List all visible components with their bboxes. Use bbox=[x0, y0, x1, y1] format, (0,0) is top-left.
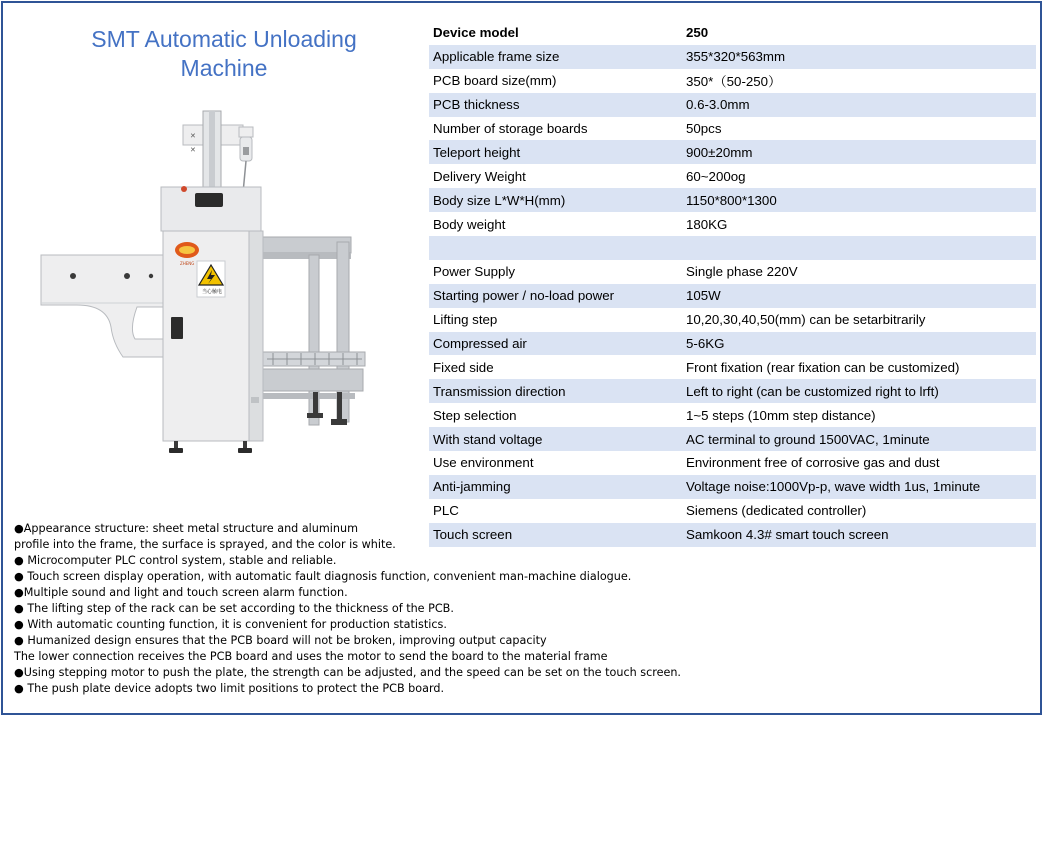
feature-line: ● With automatic counting function, it is convenient for production statistics. bbox=[14, 618, 447, 631]
document-frame bbox=[1, 1, 1042, 715]
spec-label: Number of storage boards bbox=[433, 121, 588, 136]
spec-value: 350*（50-250） bbox=[686, 74, 782, 90]
spec-label: Power Supply bbox=[433, 264, 516, 280]
spec-value: 50pcs bbox=[686, 121, 722, 136]
feature-line: ●Multiple sound and light and touch screen alarm function. bbox=[14, 586, 348, 599]
feature-line: ● The lifting step of the rack can be set according to the thickness of the PCB. bbox=[14, 602, 454, 615]
spec-row bbox=[429, 117, 1036, 141]
spec-label: Body weight bbox=[433, 216, 506, 232]
spec-row bbox=[429, 332, 1036, 356]
spec-value: Samkoon 4.3# smart touch screen bbox=[682, 523, 1036, 547]
spec-label: Lifting step bbox=[433, 312, 498, 328]
top-column bbox=[183, 111, 253, 197]
spec-value: AC terminal to ground 1500VAC, 1minute bbox=[682, 427, 1036, 451]
spec-label: Delivery Weight bbox=[433, 168, 526, 184]
spec-label: Step selection bbox=[433, 407, 517, 423]
title-line-1: SMT Automatic Unloading bbox=[91, 26, 357, 52]
spec-label: With stand voltage bbox=[429, 427, 682, 451]
logo-text: ZHENG bbox=[180, 261, 195, 266]
spec-label: Device model bbox=[433, 25, 519, 41]
spec-row bbox=[429, 475, 1036, 499]
spec-row bbox=[429, 284, 1036, 308]
spec-value: 355*320*563mm bbox=[682, 45, 1036, 69]
spec-value: 10,20,30,40,50(mm) can be setarbitrarily bbox=[686, 312, 926, 328]
feature-line: profile into the frame, the surface is sprayed, and the color is white. bbox=[14, 538, 396, 551]
page-title bbox=[69, 25, 379, 83]
feature-line: The lower connection receives the PCB board and uses the motor to send the board to the material frame bbox=[14, 650, 608, 663]
spec-row bbox=[429, 260, 1036, 284]
feature-line: ● Touch screen display operation, with automatic fault diagnosis function, convenient man-machine dialogue. bbox=[14, 570, 632, 583]
spec-value: 900±20mm bbox=[682, 140, 1036, 164]
leveling-feet bbox=[169, 441, 252, 453]
spec-value: 60~200og bbox=[686, 168, 746, 184]
spec-value: Left to right (can be customized right to lrft) bbox=[682, 379, 1036, 403]
spec-label: PCB board size(mm) bbox=[433, 73, 557, 89]
electric-warning-sign bbox=[197, 261, 225, 297]
feature-line: ●Appearance structure: sheet metal structure and aluminum bbox=[14, 522, 358, 535]
spec-row bbox=[429, 427, 1036, 451]
spec-label: Starting power / no-load power bbox=[429, 284, 682, 308]
spec-label: PLC bbox=[433, 503, 459, 519]
spec-row bbox=[429, 379, 1036, 403]
machine-image bbox=[37, 107, 371, 457]
spec-value bbox=[682, 236, 1036, 260]
spec-table bbox=[429, 21, 1036, 547]
spec-value: 250 bbox=[686, 25, 709, 41]
spec-label bbox=[429, 236, 682, 260]
spec-label: Touch screen bbox=[429, 523, 682, 547]
spec-row bbox=[429, 236, 1036, 260]
spec-value: 180KG bbox=[686, 216, 728, 232]
spec-value: 0.6-3.0mm bbox=[682, 93, 1036, 117]
spec-row bbox=[429, 499, 1036, 523]
svg-text:✕: ✕ bbox=[190, 146, 196, 154]
spec-row bbox=[429, 45, 1036, 69]
conveyor-arm bbox=[41, 255, 163, 357]
spec-row bbox=[429, 69, 1036, 93]
spec-value: Siemens (dedicated controller) bbox=[686, 503, 867, 519]
spec-label: Applicable frame size bbox=[429, 45, 682, 69]
spec-value: 1~5 steps (10mm step distance) bbox=[686, 407, 876, 423]
spec-row bbox=[429, 140, 1036, 164]
spec-label: Compressed air bbox=[429, 332, 682, 356]
warning-label-text: 当心触电 bbox=[202, 289, 223, 295]
spec-value: Voltage noise:1000Vp-p, wave width 1us, 1minute bbox=[682, 475, 1036, 499]
title-line-2: Machine bbox=[180, 55, 268, 81]
spec-row bbox=[429, 451, 1036, 475]
spec-label: Body size L*W*H(mm) bbox=[429, 188, 682, 212]
spec-row bbox=[429, 188, 1036, 212]
spec-value: Single phase 220V bbox=[686, 264, 798, 280]
main-cabinet bbox=[161, 186, 263, 441]
aluminum-rack bbox=[255, 237, 365, 425]
spec-label: Fixed side bbox=[433, 359, 494, 375]
spec-row bbox=[429, 403, 1036, 427]
spec-value: 1150*800*1300 bbox=[682, 188, 1036, 212]
spec-value: Environment free of corrosive gas and dust bbox=[686, 455, 940, 471]
feature-list bbox=[14, 521, 714, 697]
spec-value: 5-6KG bbox=[682, 332, 1036, 356]
spec-row bbox=[429, 21, 1036, 45]
feature-line: ● The push plate device adopts two limit positions to protect the PCB board. bbox=[14, 682, 445, 695]
spec-label: Use environment bbox=[433, 455, 534, 471]
spec-label: PCB thickness bbox=[429, 93, 682, 117]
svg-text:✕: ✕ bbox=[190, 132, 196, 140]
spec-row bbox=[429, 93, 1036, 117]
spec-label: Transmission direction bbox=[429, 379, 682, 403]
spec-row bbox=[429, 164, 1036, 188]
spec-value: 105W bbox=[682, 284, 1036, 308]
spec-row bbox=[429, 355, 1036, 379]
spec-label: Teleport height bbox=[429, 140, 682, 164]
feature-line: ● Microcomputer PLC control system, stable and reliable. bbox=[14, 554, 337, 567]
spec-row bbox=[429, 308, 1036, 332]
spec-label: Anti-jamming bbox=[429, 475, 682, 499]
spec-table-body bbox=[429, 21, 1036, 547]
spec-row bbox=[429, 212, 1036, 236]
spec-value: Front fixation (rear fixation can be customized) bbox=[686, 359, 960, 375]
feature-line: ●Using stepping motor to push the plate, the strength can be adjusted, and the speed can be set on the touch screen. bbox=[14, 666, 681, 679]
feature-line: ● Humanized design ensures that the PCB board will not be broken, improving output capacity bbox=[14, 634, 547, 647]
